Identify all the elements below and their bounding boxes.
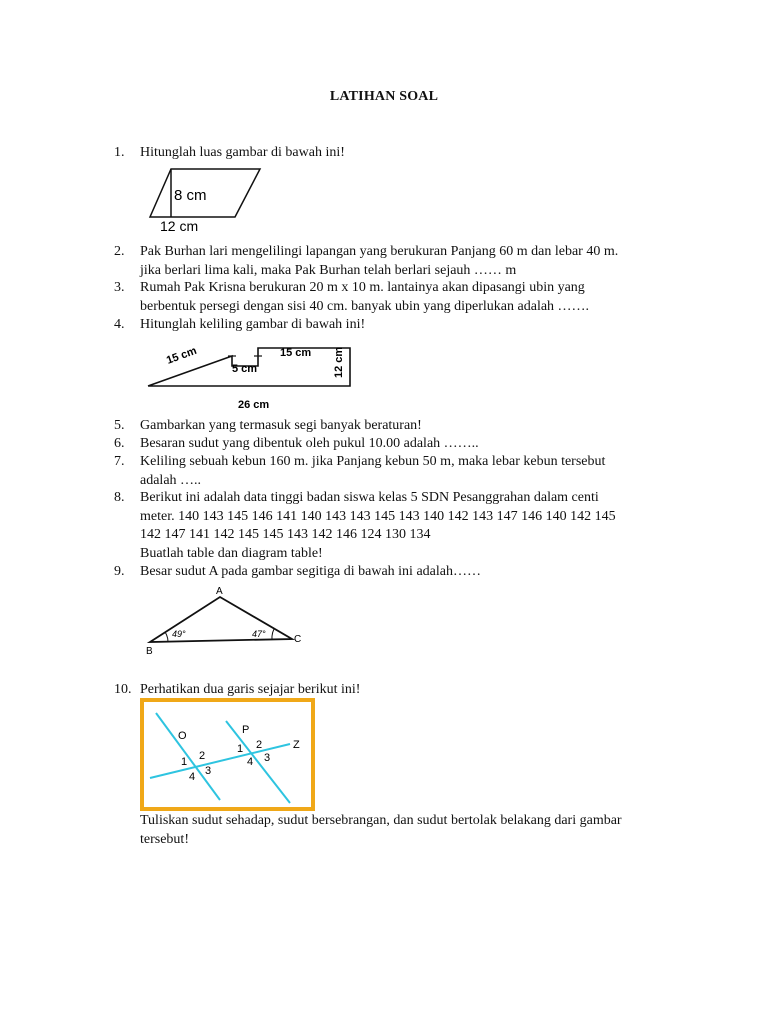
angle-b-label: 49° [172, 629, 186, 639]
question-text: Gambarkan yang termasuk segi banyak beraturan! [140, 418, 422, 433]
question-text: Tuliskan sudut sehadap, sudut bersebrangan, dan sudut bertolak belakang dari gambar [140, 813, 622, 828]
question-text: Hitunglah luas gambar di bawah ini! [140, 145, 345, 160]
vertex-a-label: A [216, 586, 223, 597]
question-number: 6. [114, 436, 125, 451]
question-number: 3. [114, 280, 125, 295]
question-text: Perhatikan dua garis sejajar berikut ini! [140, 682, 361, 697]
perimeter-figure [140, 338, 360, 414]
triangle-figure [140, 584, 310, 658]
base-label: 26 cm [238, 399, 270, 411]
question-text: Pak Burhan lari mengelilingi lapangan yang berukuran Panjang 60 m dan lebar 40 m. [140, 244, 619, 259]
angle-label: 4 [247, 756, 254, 768]
question-text: berbentuk persegi dengan sisi 40 cm. banyak ubin yang diperlukan adalah ……. [140, 298, 590, 314]
question-number: 1. [114, 145, 125, 160]
question-number: 7. [114, 454, 125, 469]
question-text: tersebut! [140, 831, 189, 847]
page-title: LATIHAN SOAL [329, 89, 439, 104]
angle-label: 1 [181, 756, 188, 768]
question-5 [114, 417, 680, 436]
height-label: 8 cm [174, 187, 207, 204]
question-text: adalah ….. [140, 472, 202, 488]
question-text: meter. 140 143 145 146 141 140 143 143 145 143 140 142 143 147 146 140 142 145 [140, 508, 616, 524]
transversal-line-p [226, 721, 290, 803]
base-label: 12 cm [160, 218, 199, 233]
angle-c-label: 47° [252, 629, 266, 639]
question-8 [114, 489, 680, 563]
side-label: 12 cm [333, 346, 345, 378]
slant-label: 15 cm [164, 344, 199, 367]
question-text: Berikut ini adalah data tinggi badan siswa kelas 5 SDN Pesanggrahan dalam centi [140, 490, 599, 505]
question-text: Hitunglah keliling gambar di bawah ini! [140, 317, 366, 332]
question-number: 4. [114, 317, 125, 332]
transversal-line-o [156, 713, 220, 800]
question-2 [114, 243, 680, 280]
question-text: Rumah Pak Krisna berukuran 20 m x 10 m. lantainya akan dipasangi ubin yang [140, 280, 585, 295]
notch-label: 5 cm [232, 363, 258, 375]
question-1 [114, 144, 680, 163]
question-number: 2. [114, 244, 125, 259]
label-o: O [178, 730, 187, 742]
question-number: 10. [114, 682, 132, 697]
question-9 [114, 563, 680, 582]
angle-label: 4 [189, 771, 196, 783]
question-text: Buatlah table dan diagram table! [140, 545, 323, 561]
question-text: 142 147 141 142 145 145 143 142 146 124 130 134 [140, 527, 431, 542]
parallelogram-figure [140, 165, 270, 233]
question-text: jika berlari lima kali, maka Pak Burhan telah berlari sejauh …… m [140, 262, 517, 278]
question-number: 5. [114, 418, 125, 433]
angle-label: 2 [256, 739, 263, 751]
question-10-instruction [114, 812, 680, 849]
question-text: Besaran sudut yang dibentuk oleh pukul 10.00 adalah …….. [140, 436, 479, 451]
question-number: 9. [114, 564, 125, 579]
question-7 [114, 453, 680, 490]
top-label: 15 cm [280, 347, 312, 359]
angle-label: 3 [264, 752, 271, 764]
label-p: P [242, 724, 250, 736]
angle-label: 2 [199, 750, 206, 762]
angle-label: 3 [205, 765, 212, 777]
figure-frame [142, 700, 313, 809]
label-z: Z [293, 739, 300, 751]
question-text: Keliling sebuah kebun 160 m. jika Panjang kebun 50 m, maka lebar kebun tersebut [140, 454, 606, 469]
question-4 [114, 316, 680, 335]
question-number: 8. [114, 490, 125, 505]
question-6 [114, 435, 680, 454]
question-3 [114, 279, 680, 316]
angle-label: 1 [237, 743, 244, 755]
vertex-c-label: C [294, 634, 302, 645]
vertex-b-label: B [146, 646, 153, 657]
question-text: Besar sudut A pada gambar segitiga di bawah ini adalah…… [140, 564, 481, 579]
question-10 [114, 681, 680, 700]
parallel-lines-figure [140, 698, 316, 812]
